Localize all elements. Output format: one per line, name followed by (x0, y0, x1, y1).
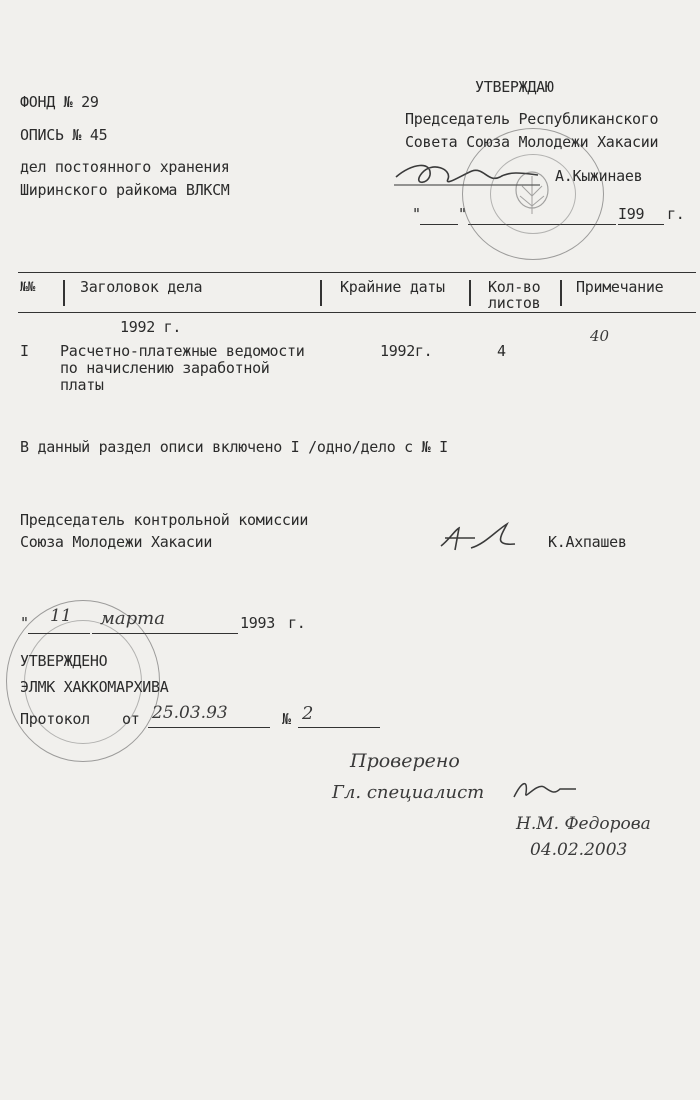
commission-position-line1: Председатель контрольной комиссии (20, 511, 309, 529)
storage-description: дел постоянного хранения (20, 158, 230, 176)
col-header-count-line2: листов (488, 294, 541, 312)
table-row-title-line3: платы (60, 376, 104, 394)
col-header-note: Примечание (576, 278, 664, 296)
approved-date-day-line (28, 633, 90, 634)
col-header-title: Заголовок дела (80, 278, 203, 296)
table-top-rule (18, 272, 696, 273)
approval-date-suffix: г. (667, 205, 685, 223)
col-header-dates: Крайние даты (340, 278, 445, 296)
commission-position-line2: Союза Молодежи Хакасии (20, 533, 213, 551)
table-row-dates: 1992г. (380, 342, 433, 360)
approval-date-quote-open: " (412, 205, 421, 223)
commission-signature (435, 518, 525, 558)
col-separator-1 (63, 280, 65, 306)
protocol-date-line (148, 727, 270, 728)
commission-signer-name: К.Ахпашев (548, 533, 627, 551)
table-header-bottom-rule (18, 312, 696, 313)
col-separator-4 (560, 280, 562, 306)
table-row-title-line1: Расчетно-платежные ведомости (60, 342, 305, 360)
approved-date-quote: " (20, 614, 29, 632)
verification-date: 04.02.2003 (530, 840, 628, 860)
protocol-from-label: от (122, 710, 140, 728)
col-separator-2 (320, 280, 322, 306)
protocol-number: 2 (302, 703, 314, 724)
col-header-count-line1: Кол-во (488, 278, 541, 296)
approval-heading: УТВЕРЖДАЮ (475, 78, 554, 96)
col-separator-3 (469, 280, 471, 306)
protocol-label: Протокол (20, 710, 90, 728)
table-row-number: I (20, 342, 29, 360)
verifier-signature (510, 775, 580, 805)
organization-name: Ширинского райкома ВЛКСМ (20, 181, 230, 199)
table-row-note-handwritten: 40 (590, 327, 610, 345)
opis-number: ОПИСЬ № 45 (20, 126, 108, 144)
approved-date-month: марта (100, 608, 165, 629)
approval-date-quote-close: " (458, 205, 467, 223)
approval-date-day-line (420, 224, 458, 225)
approver-position-line2: Совета Союза Молодежи Хакасии (405, 133, 659, 151)
approver-name: А.Кыжинаев (555, 167, 643, 185)
verified-position: Гл. специалист (332, 782, 485, 803)
top-seal-emblem-icon (508, 168, 556, 220)
approving-organization: ЭЛМК ХАККОМАРХИВА (20, 678, 169, 696)
approval-date-year: I99 (618, 205, 645, 223)
verifier-name: Н.М. Федорова (516, 814, 651, 834)
approved-heading: УТВЕРЖДЕНО (20, 652, 108, 670)
approval-date-year-line (618, 224, 664, 225)
table-row-count: 4 (497, 342, 506, 360)
table-row-title-line2: по начислению заработной (60, 359, 270, 377)
approver-position-line1: Председатель Республиканского (405, 110, 659, 128)
protocol-number-label: № (282, 710, 291, 728)
protocol-number-line (298, 727, 380, 728)
fond-number: ФОНД № 29 (20, 93, 99, 111)
section-year: 1992 г. (120, 318, 182, 336)
summary-statement: В данный раздел описи включено I /одно/дело с № I (20, 438, 448, 456)
verified-note: Проверено (350, 750, 460, 772)
approved-date-suffix: г. (288, 614, 306, 632)
protocol-date: 25.03.93 (152, 703, 228, 723)
approved-date-day: 11 (50, 606, 72, 626)
col-header-number: №№ (20, 280, 36, 295)
approved-date-month-line (92, 633, 238, 634)
approved-date-year: 1993 (240, 614, 275, 632)
